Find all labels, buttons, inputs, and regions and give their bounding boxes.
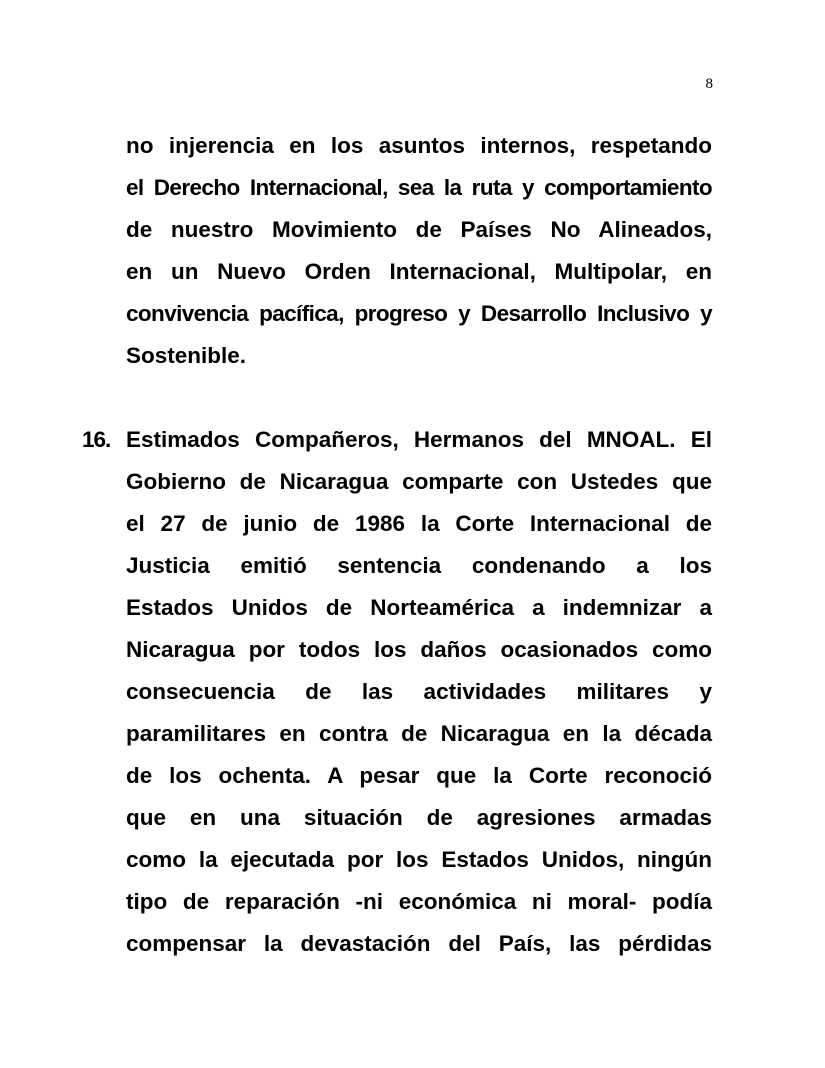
paragraph-line: Estados Unidos de Norteamérica a indemnizar a <box>126 595 712 620</box>
paragraph-line: Nicaragua por todos los daños ocasionados como <box>126 637 712 662</box>
paragraph-line: Estimados Compañeros, Hermanos del MNOAL. El <box>126 427 712 452</box>
paragraph-number: 16. <box>82 427 111 452</box>
paragraph-line: de los ochenta. A pesar que la Corte reconoció <box>126 763 712 788</box>
paragraph-line: Gobierno de Nicaragua comparte con Ustedes que <box>126 469 712 494</box>
paragraph-line: convivencia pacífica, progreso y Desarrollo Inclusivo y <box>126 301 712 326</box>
paragraph-line: el 27 de junio de 1986 la Corte Internacional de <box>126 511 712 536</box>
paragraph-line: en un Nuevo Orden Internacional, Multipolar, en <box>126 259 712 284</box>
paragraph-line: consecuencia de las actividades militares y <box>126 679 712 704</box>
paragraph-line: de nuestro Movimiento de Países No Alineados, <box>126 217 712 242</box>
paragraph-line: compensar la devastación del País, las pérdidas <box>126 931 712 956</box>
page-number: 8 <box>705 76 713 92</box>
paragraph-line: paramilitares en contra de Nicaragua en la década <box>126 721 712 746</box>
paragraph-line: no injerencia en los asuntos internos, respetando <box>126 133 712 158</box>
paragraph-line: tipo de reparación -ni económica ni moral- podía <box>126 889 712 914</box>
paragraph-line: Justicia emitió sentencia condenando a los <box>126 553 712 578</box>
paragraph-line: como la ejecutada por los Estados Unidos, ningún <box>126 847 712 872</box>
paragraph-line: que en una situación de agresiones armadas <box>126 805 712 830</box>
paragraph-line: Sostenible. <box>126 343 247 368</box>
paragraph-line: el Derecho Internacional, sea la ruta y comportamiento <box>126 175 712 200</box>
